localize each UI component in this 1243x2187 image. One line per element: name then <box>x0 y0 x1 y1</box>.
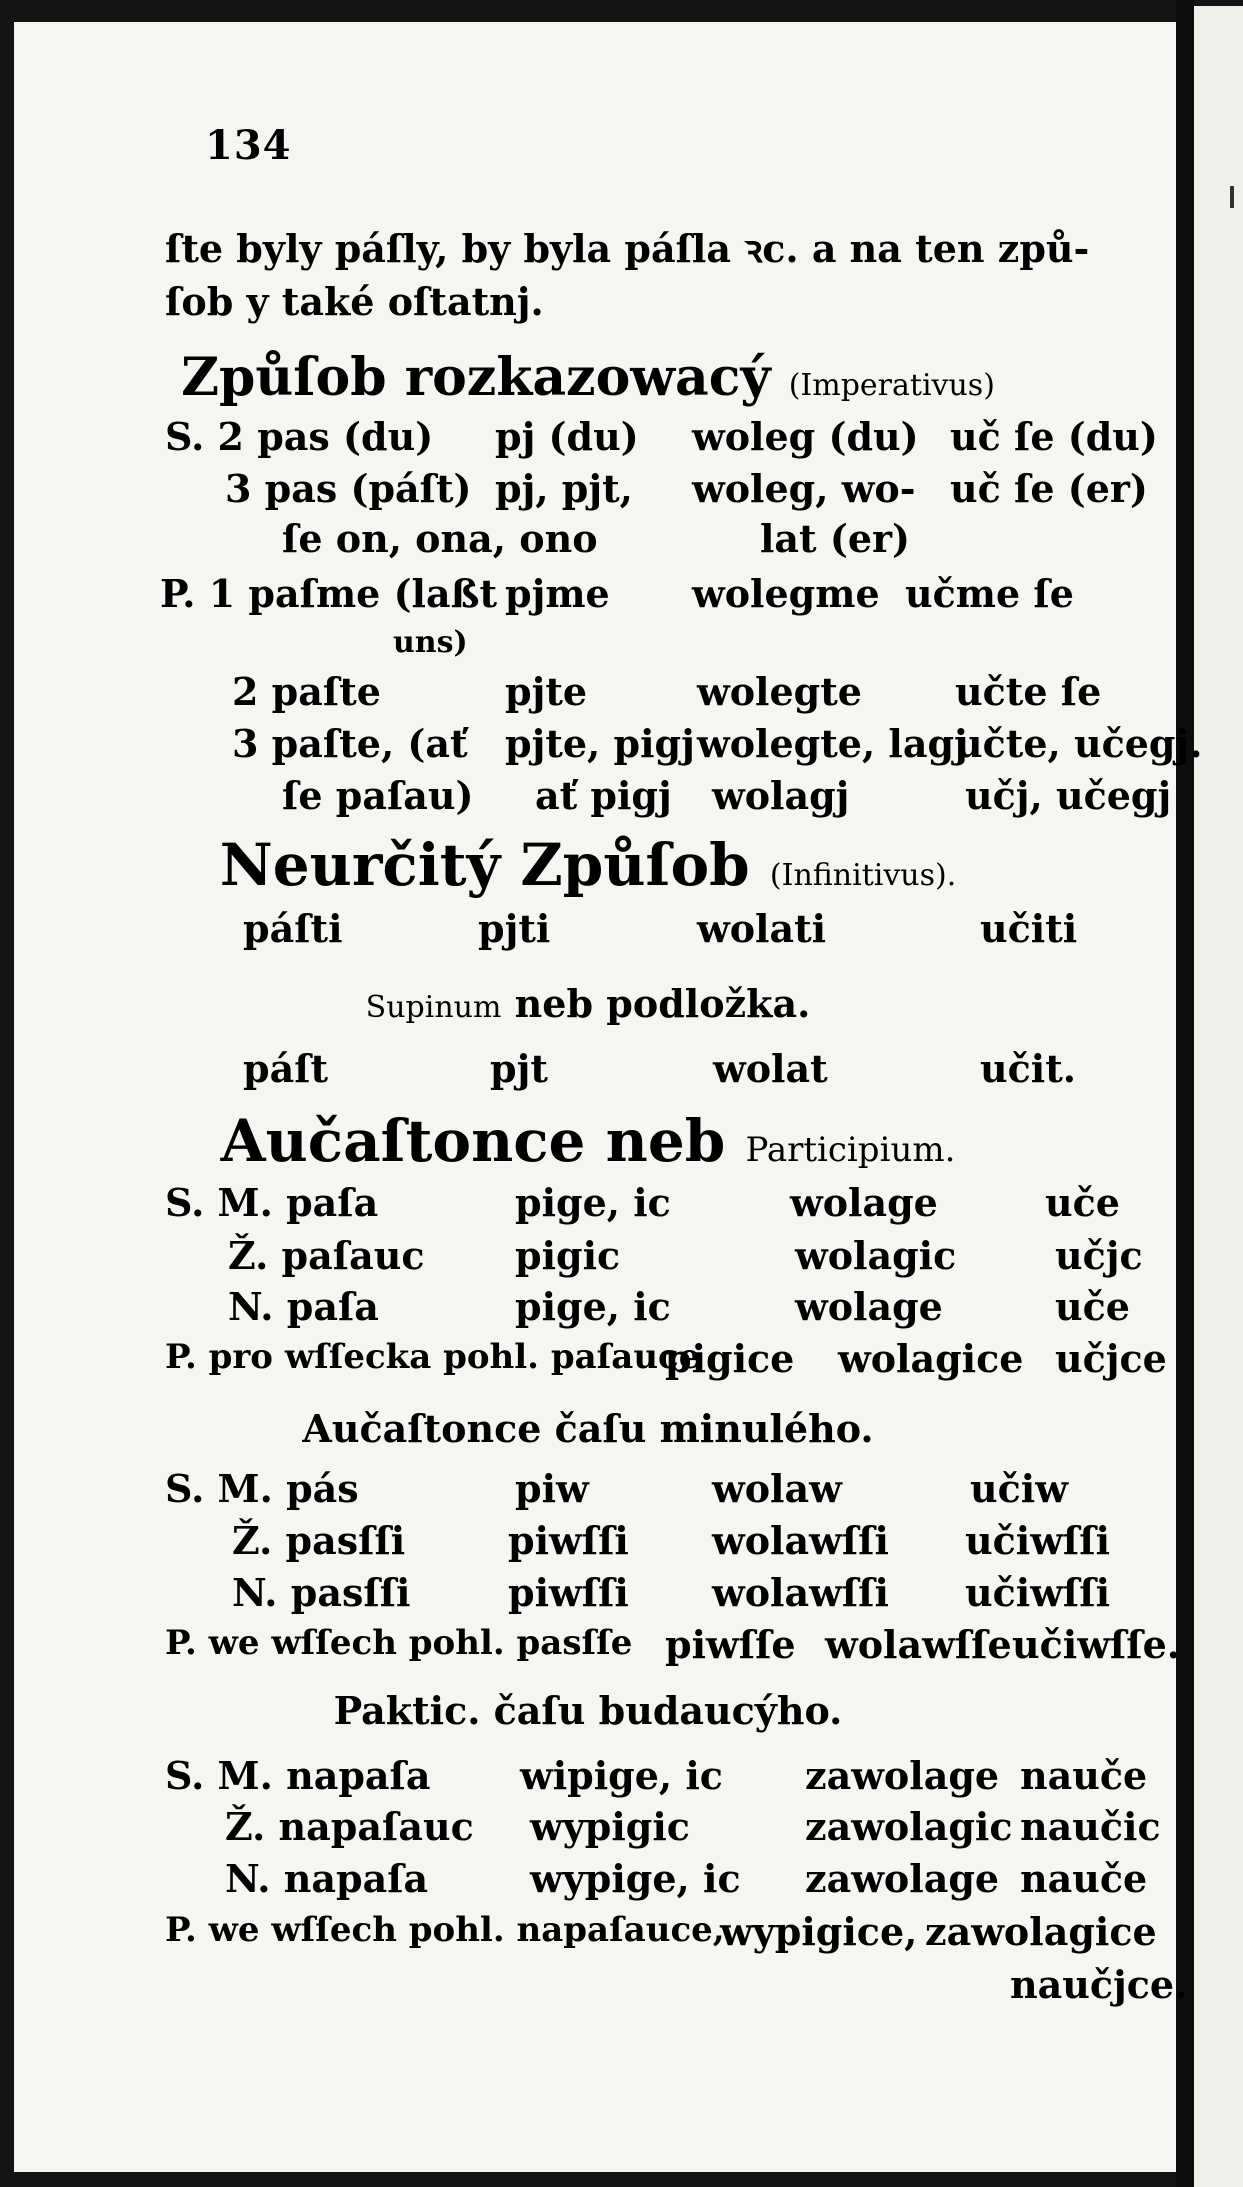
page-edge-mark <box>1230 186 1234 208</box>
table-cell: pj (du) <box>495 414 639 459</box>
table-cell: 3 paſte, (ať <box>232 721 468 766</box>
table-cell: S. M. pás <box>165 1466 359 1511</box>
imperative-title: Způſob rozkazowacý <box>181 347 771 408</box>
table-cell: wolegte <box>697 669 862 714</box>
table-cell: zawolagice <box>925 1909 1157 1954</box>
table-cell: wolagic <box>795 1233 957 1278</box>
table-cell: wypigice, <box>720 1909 918 1954</box>
table-cell: učiwſſe. <box>1012 1622 1181 1667</box>
table-cell: wolegte, lagj <box>697 721 968 766</box>
table-cell: uče <box>1045 1180 1120 1225</box>
table-cell: wolagice <box>838 1336 1024 1381</box>
table-cell: wolawſſi <box>712 1570 889 1615</box>
table-cell: Ž. paſauc <box>228 1233 425 1278</box>
book-spine <box>1176 0 1194 2187</box>
table-cell: wolegme <box>692 571 880 616</box>
word-cell: učit. <box>980 1046 1076 1091</box>
table-cell: wolaw <box>712 1466 842 1511</box>
next-page-edge <box>1194 6 1243 2187</box>
table-cell: učiwſſi <box>965 1518 1111 1563</box>
table-cell: učjc <box>1055 1233 1143 1278</box>
table-cell: wolawſſe <box>825 1622 1012 1667</box>
table-cell: Ž. pasſſi <box>232 1518 406 1563</box>
table-cell: wolage <box>790 1180 938 1225</box>
table-cell: 2 paſte <box>232 669 381 714</box>
table-cell: P. we wſſech pohl. pasſſe <box>165 1623 633 1663</box>
table-cell: P. 1 paſme (laßt <box>160 571 498 616</box>
table-cell: S. M. paſa <box>165 1180 379 1225</box>
book-page <box>14 22 1176 2172</box>
table-cell: uč ſe (er) <box>950 466 1148 511</box>
table-cell: N. paſa <box>228 1284 379 1329</box>
table-cell: pj, pjt, <box>495 466 633 511</box>
table-cell: učte, učegj. <box>955 721 1203 766</box>
table-cell: pjte, pigj <box>505 721 695 766</box>
table-cell: pige, ic <box>515 1284 671 1329</box>
table-cell: wolagj <box>712 773 850 818</box>
table-cell: woleg, wo- <box>692 466 916 511</box>
table-cell: pigice <box>665 1336 795 1381</box>
intro-line-1: ſte byly páſly, by byla páſla ꝛc. a na ten způ- <box>165 226 1090 271</box>
table-cell: piwſſi <box>508 1570 629 1615</box>
table-cell: ſe paſau) <box>282 773 474 818</box>
table-cell: woleg (du) <box>692 414 919 459</box>
table-cell: wipige, ic <box>520 1753 723 1798</box>
table-cell: piw <box>515 1466 589 1511</box>
future-participle-heading: Paktic. čaſu budaucýho. <box>333 1688 843 1733</box>
word-cell: páſt <box>243 1046 329 1091</box>
table-cell: zawolage <box>805 1753 1000 1798</box>
table-cell: ať pigj <box>535 773 672 818</box>
participle-latin: Participium. <box>745 1130 956 1170</box>
table-cell: učte ſe <box>955 669 1102 714</box>
past-participle-heading: Aučaſtonce čaſu minulého. <box>302 1406 874 1451</box>
word-cell: pjt <box>490 1046 548 1091</box>
word-cell: wolati <box>697 906 827 951</box>
table-cell: naučic <box>1020 1804 1161 1849</box>
table-cell: zawolage <box>805 1856 1000 1901</box>
infinitive-latin: (Infinitivus). <box>769 858 957 893</box>
word-cell: učiti <box>980 906 1078 951</box>
table-cell: wolage <box>795 1284 943 1329</box>
word-cell: páſti <box>243 906 343 951</box>
table-cell: pjte <box>505 669 588 714</box>
table-cell: wypige, ic <box>530 1856 741 1901</box>
table-cell: Ž. napaſauc <box>225 1804 474 1849</box>
table-cell: pigic <box>515 1233 621 1278</box>
infinitive-title: Neurčitý Způſob <box>219 831 750 899</box>
table-cell: uče <box>1055 1284 1130 1329</box>
table-cell: piwſſe <box>665 1622 796 1667</box>
table-cell: S. 2 pas (du) <box>165 414 434 459</box>
table-cell: wolawſſi <box>712 1518 889 1563</box>
supinum-heading <box>0 981 1176 1026</box>
infinitive-heading <box>0 831 1176 899</box>
imperative-heading <box>0 347 1176 408</box>
table-cell: nauče <box>1020 1856 1148 1901</box>
table-cell: učj, učegj <box>965 773 1172 818</box>
table-cell: učiwſſi <box>965 1570 1111 1615</box>
page-number: 134 <box>205 122 292 169</box>
supinum-title: neb podložka. <box>514 981 811 1026</box>
table-cell: nauče <box>1020 1753 1148 1798</box>
table-cell: wypigic <box>530 1804 690 1849</box>
table-cell: piwſſi <box>508 1518 629 1563</box>
table-cell: učme ſe <box>905 571 1074 616</box>
table-cell: ſe on, ona, ono <box>282 516 598 561</box>
table-cell: pige, ic <box>515 1180 671 1225</box>
participle-heading <box>0 1107 1176 1175</box>
table-cell: uns) <box>393 625 468 660</box>
table-cell: učjce <box>1055 1336 1167 1381</box>
table-cell: pjme <box>505 571 610 616</box>
table-cell: naučjce. <box>1010 1962 1188 2007</box>
table-cell: S. M. napaſa <box>165 1753 431 1798</box>
table-cell: P. we wſſech pohl. napaſauce, <box>165 1910 725 1950</box>
participle-title: Aučaſtonce neb <box>220 1107 726 1175</box>
word-cell: wolat <box>713 1046 828 1091</box>
table-cell: 3 pas (páſt) <box>225 466 472 511</box>
table-cell: učiw <box>970 1466 1068 1511</box>
table-cell: N. pasſſi <box>232 1570 411 1615</box>
table-cell: uč ſe (du) <box>950 414 1158 459</box>
table-cell: N. napaſa <box>225 1856 429 1901</box>
supinum-latin: Supinum <box>365 990 502 1025</box>
imperative-latin: (Imperativus) <box>788 368 995 403</box>
table-cell: zawolagic <box>805 1804 1013 1849</box>
table-cell: lat (er) <box>760 516 910 561</box>
intro-line-2: ſob y také oſtatnj. <box>165 279 544 324</box>
word-cell: pjti <box>478 906 551 951</box>
table-cell: P. pro wſſecka pohl. paſauce <box>165 1337 701 1377</box>
